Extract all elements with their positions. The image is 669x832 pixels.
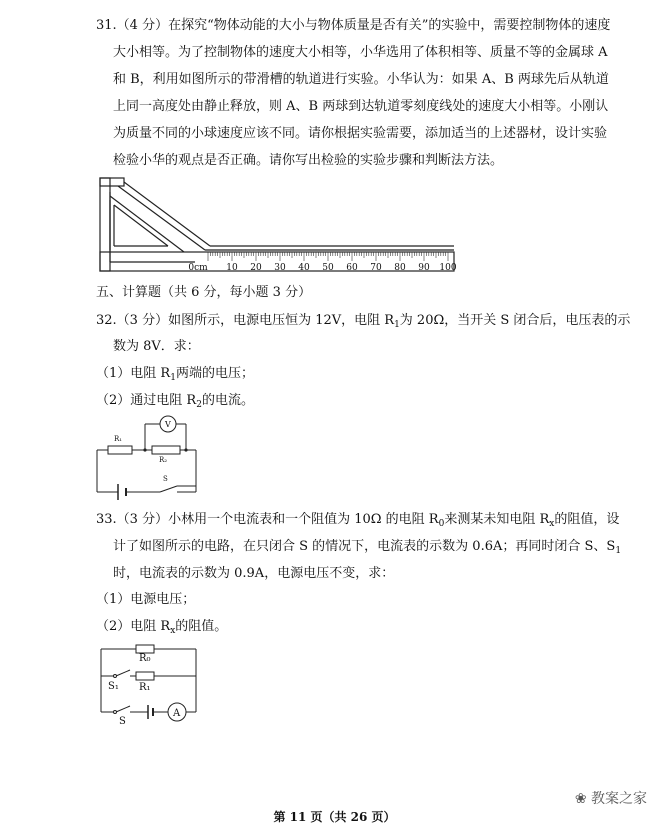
q33-r1-label: R₁ [139,682,151,693]
q33-item-2-a: （2）电阻 R [96,619,171,634]
q32-item-2-b: 的电流。 [201,393,254,408]
watermark [575,788,647,808]
q33-line-2-sub: 1 [615,546,622,556]
scale-label: 70 [370,263,382,273]
watermark-text: 教案之家 [591,791,647,807]
scale-label: 80 [394,263,406,273]
q32-line-1-sub: 1 [394,320,400,330]
q33-item-1: （1）电源电压； [96,592,196,607]
scale-label: 60 [346,263,358,273]
scale-label: 20 [250,263,262,273]
q31-line-1: 31.（4 分）在探究“物体动能的大小与物体质量是否有关”的实验中，需要控制物体的速度 [96,18,611,33]
q33-s-label: S [119,716,126,727]
scale-label: 40 [298,263,310,273]
q33-line-2 [113,539,621,559]
q33-s1-label: S₁ [108,681,119,692]
q33-line-1-c: 的阻值，设 [554,512,620,527]
q32-line-1-b: 为 20Ω，当开关 S 闭合后，电压表的示 [399,313,631,328]
q32-item-1-a: （1）电阻 R [96,366,171,381]
section-5-heading: 五、计算题（共 6 分，每小题 3 分） [96,285,312,300]
wechat-icon: ❀ [574,791,591,807]
q32-item-2 [96,393,254,413]
q33-line-1 [96,512,619,532]
q33-item-2-sub: x [170,626,176,636]
q32-line-1 [96,313,630,333]
q32-item-2-a: （2）通过电阻 R [96,393,197,408]
scale-label: 90 [418,263,430,273]
q33-item-2 [96,619,227,639]
q33-line-1-sub1: 0 [438,519,445,529]
page-footer: 第 11 页（共 26 页） [273,810,396,824]
q31-line-5: 为质量不同的小球速度应该不同。请你根据实验需要，添加适当的上述器材，设计实验 [113,126,608,141]
q31-line-2: 大小相等。为了控制物体的速度大小相等，小华选用了体积相等、质量不等的金属球 A [113,45,608,60]
q33-ammeter-label: A [173,708,181,719]
q32-r2-label: R₂ [159,456,168,464]
q32-item-1-b: 两端的电压； [175,366,254,381]
scale-label: 50 [322,263,334,273]
q32-voltmeter-label: V [165,420,171,429]
q33-r0-label: R₀ [139,653,151,664]
q32-switch-label: S [163,475,168,483]
q31-line-3: 和 B，利用如图所示的带滑槽的轨道进行实验。小华认为：如果 A、B 两球先后从轨道 [113,72,609,87]
q33-line-1-a: 33.（3 分）小林用一个电流表和一个阻值为 10Ω 的电阻 R [96,512,439,527]
q31-line-6: 检验小华的观点是否正确。请你写出检验的实验步骤和判断法方法。 [113,153,504,168]
scale-label: 30 [274,263,286,273]
q32-item-2-sub: 2 [196,400,202,410]
scale-label: 100 [439,263,457,273]
q33-line-2-a: 计了如图所示的电路，在只闭合 S 的情况下，电流表的示数为 0.6A；再同时闭合 S、S [113,539,616,554]
q32-r1-label: R₁ [114,435,123,443]
q33-line-1-sub2: x [549,519,555,529]
q31-line-4: 上同一高度处由静止释放，则 A、B 两球到达轨道零刻度线处的速度大小相等。小刚认 [113,99,609,114]
q32-line-1-a: 32.（3 分）如图所示，电源电压恒为 12V，电阻 R [96,313,395,328]
q33-line-1-b: 来测某未知电阻 R [444,512,550,527]
q32-item-1 [96,366,254,386]
scale-label: 10 [226,263,238,273]
q33-line-3: 时，电流表的示数为 0.9A，电源电压不变，求： [113,566,395,581]
q33-item-2-b: 的阻值。 [175,619,228,634]
scale-label: 0cm [188,263,208,273]
q32-item-1-sub: 1 [170,373,176,383]
q32-line-2: 数为 8V．求： [113,339,200,354]
